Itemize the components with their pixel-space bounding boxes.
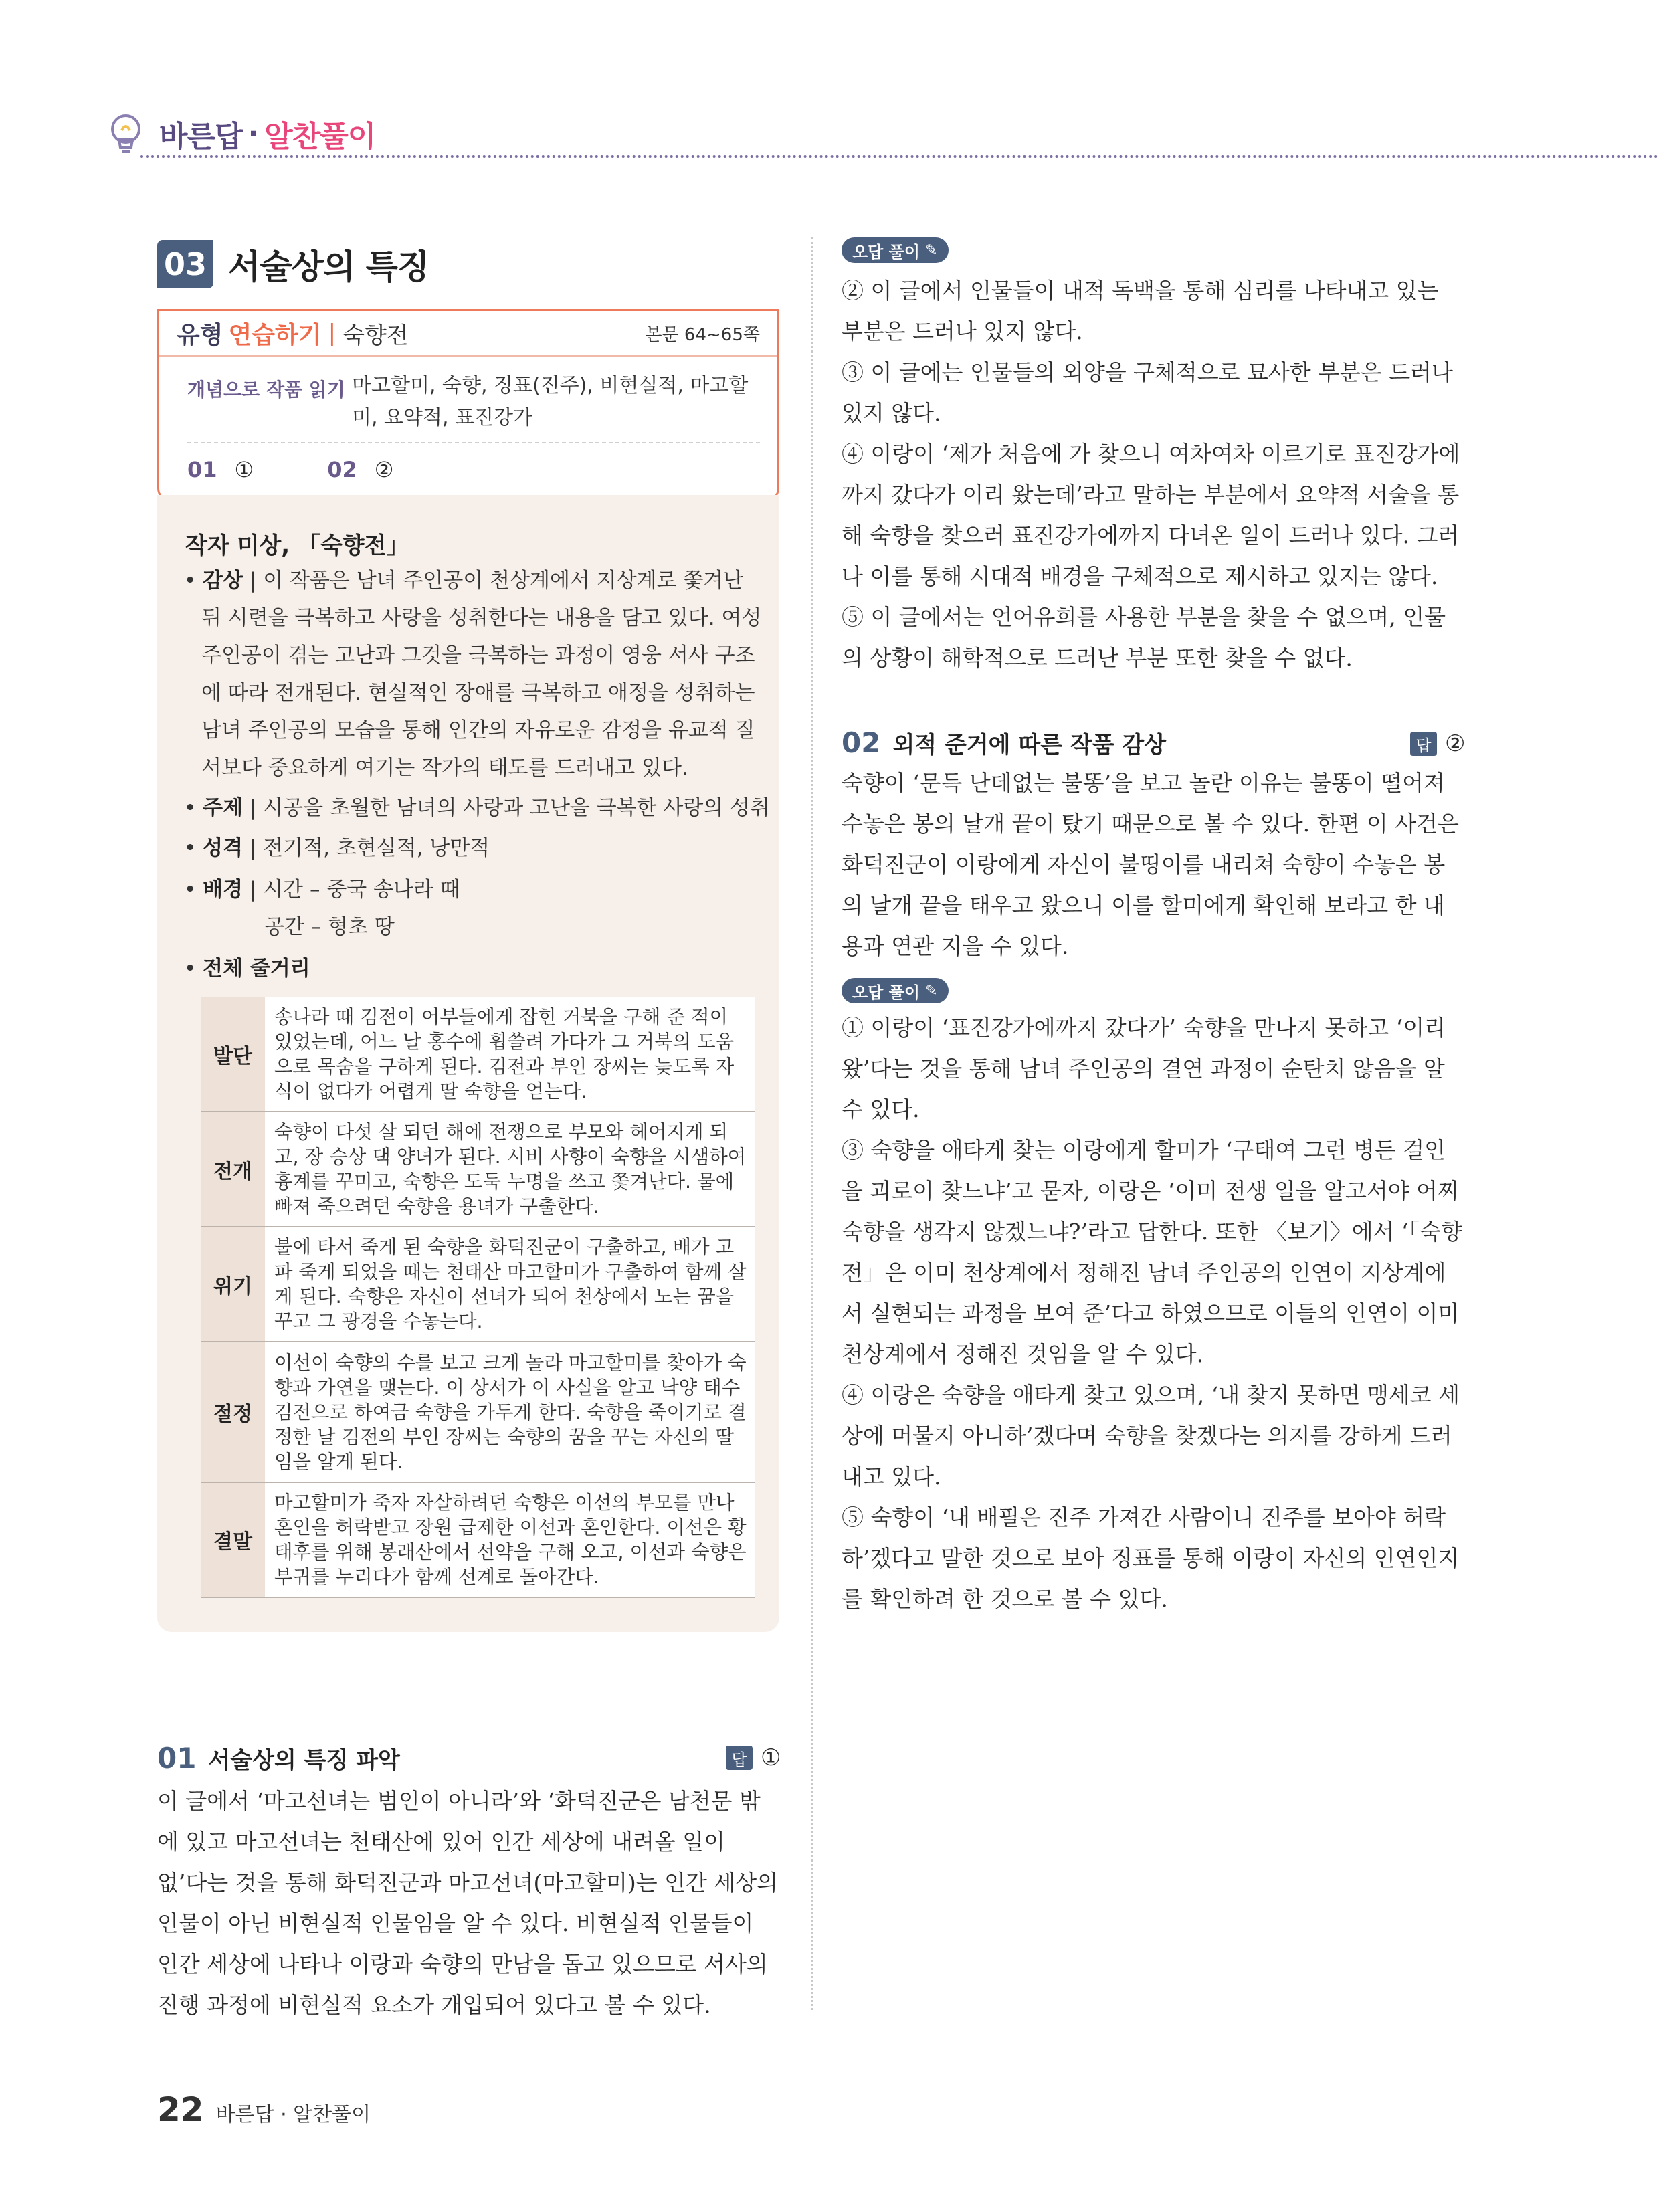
brand-right: 알찬풀이 bbox=[264, 120, 376, 154]
plot-stage: 전개 bbox=[201, 1112, 265, 1227]
plot-stage: 결말 bbox=[201, 1482, 265, 1597]
setting-time: 시간 – 중국 송나라 때 bbox=[263, 878, 460, 902]
tag-label: 오답 풀이 bbox=[852, 983, 920, 1002]
q01-number: 01 bbox=[157, 1741, 197, 1775]
wrong-answer-tag bbox=[842, 978, 949, 1003]
bar: | bbox=[249, 836, 257, 860]
plot-text: 숙향이 다섯 살 되던 해에 전쟁으로 부모와 헤어지게 되고, 장 승상 댁 양녀가 된다. 시비 사향이 숙향을 시샘하여 흉계를 꾸미고, 숙향은 도둑 누명을 쓰고 쫓겨난다. 물에 빠져 죽으려던 숙향을 용녀가 구출한다. bbox=[265, 1112, 755, 1227]
setting-label: 배경 bbox=[203, 878, 243, 902]
page-number: 22 bbox=[157, 2090, 204, 2129]
q02-answer-value: ② bbox=[1445, 730, 1466, 757]
answer-number: 01 bbox=[187, 457, 217, 482]
plot-stage: 절정 bbox=[201, 1342, 265, 1482]
practice-separator: | bbox=[328, 320, 336, 346]
brand-left: 바른답 bbox=[159, 120, 243, 154]
header-divider bbox=[140, 155, 1659, 158]
table-row bbox=[201, 1342, 755, 1482]
wrong2-list bbox=[842, 1007, 1464, 1619]
plot-stage: 위기 bbox=[201, 1227, 265, 1342]
column-divider bbox=[811, 237, 813, 2010]
page-footer bbox=[157, 2090, 371, 2129]
table-row bbox=[201, 1227, 755, 1342]
concept-row bbox=[159, 357, 777, 434]
appreciation-text: 이 작품은 남녀 주인공이 천상계에서 지상계로 쫓겨난 뒤 시련을 극복하고 사랑을 성취한다는 내용을 담고 있다. 여성 주인공이 겪는 고난과 그것을 극복하는 과정이 영웅 서사 구조에 따라 전개된다. 현실적인 장애를 극복하고 애정을 성취하는 남녀 주인공의 모습을 통해 인간의 자유로운 감정을 유교적 질서보다 중요하게 여기는 작가의 태도를 드러내고 있다. bbox=[201, 569, 762, 780]
answer-value: ② bbox=[374, 457, 394, 482]
character-item bbox=[184, 829, 490, 867]
brand-dot: · bbox=[248, 116, 260, 151]
q01-answer-value: ① bbox=[761, 1744, 781, 1771]
lightbulb-icon bbox=[107, 110, 147, 157]
theme-label: 주제 bbox=[203, 796, 243, 820]
plot-item bbox=[184, 950, 310, 987]
appreciation-label: 감상 bbox=[203, 569, 243, 593]
bullet: • bbox=[184, 796, 197, 820]
practice-label-accent: 연습하기 bbox=[228, 321, 322, 349]
appreciation-item bbox=[184, 562, 767, 787]
setting-place: 공간 – 형초 땅 bbox=[264, 915, 395, 939]
wrong1-list bbox=[842, 270, 1464, 678]
list-item: ③ 이 글에는 인물들의 외양을 구체적으로 묘사한 부분은 드러나 있지 않다. bbox=[842, 359, 1453, 426]
bullet: • bbox=[184, 569, 197, 593]
practice-work: 숙향전 bbox=[343, 322, 409, 349]
bar: | bbox=[249, 878, 257, 902]
plot-text: 이선이 숙향의 수를 보고 크게 놀라 마고할미를 찾아가 숙향과 가연을 맺는다. 이 상서가 이 사실을 알고 낙양 태수 김전으로 하여금 숙향을 가두게 한다. 숙향을 죽이기로 결정한 날 김전의 부인 장씨는 숙향의 꿈을 꾸는 자신의 딸임을 알게 된다. bbox=[265, 1342, 755, 1482]
concept-label: 개념으로 작품 읽기 bbox=[187, 379, 345, 401]
list-item: ② 이 글에서 인물들이 내적 독백을 통해 심리를 나타내고 있는 부분은 드러나 있지 않다. bbox=[842, 278, 1439, 344]
practice-label: 유형 bbox=[177, 321, 223, 349]
list-item: ⑤ 이 글에서는 언어유희를 사용한 부분을 찾을 수 없으며, 인물의 상황이 해학적으로 드러난 부분 또한 찾을 수 없다. bbox=[842, 604, 1446, 671]
theme-item bbox=[184, 789, 770, 827]
character-text: 전기적, 초현실적, 낭만적 bbox=[263, 836, 490, 860]
character-label: 성격 bbox=[203, 836, 243, 860]
plot-text: 마고할미가 죽자 자살하려던 숙향은 이선의 부모를 만나 혼인을 허락받고 장원 급제한 이선과 혼인한다. 이선은 황태후를 위해 봉래산에서 선약을 구해 오고, 이선과 숙향은 부귀를 누리다가 함께 선계로 돌아간다. bbox=[265, 1482, 755, 1597]
answer-value: ① bbox=[234, 457, 254, 482]
plot-stage: 발단 bbox=[201, 997, 265, 1112]
list-item: ⑤ 숙향이 ‘내 배필은 진주 가져간 사람이니 진주를 보아야 허락하’겠다고 말한 것으로 보아 징표를 통해 이랑이 자신의 인연인지를 확인하려 한 것으로 볼 수 있다. bbox=[842, 1504, 1460, 1612]
bullet: • bbox=[184, 878, 197, 902]
practice-box bbox=[157, 309, 779, 502]
summary-title: 작자 미상, 「숙향전」 bbox=[185, 532, 409, 559]
q02-explanation: 숙향이 ‘문득 난데없는 불똥’을 보고 놀란 이유는 불똥이 떨어져 수놓은 봉의 날개 끝이 탔기 때문으로 볼 수 있다. 한편 이 사건은 화덕진군이 이랑에게 자신이 불띵이를 내리쳐 숙향이 수놓은 봉의 날개 끝을 태우고 왔으니 이를 할미에게 확인해 보라고 한 내용과 연관 지을 수 있다. bbox=[842, 770, 1459, 959]
q02-heading bbox=[842, 724, 1166, 761]
page-reference: 본문 64~65쪽 bbox=[645, 324, 760, 345]
plot-label: 전체 줄거리 bbox=[203, 957, 310, 981]
table-row bbox=[201, 997, 755, 1112]
q01-answer bbox=[726, 1744, 781, 1771]
concept-text: 마고할미, 숙향, 징표(진주), 비현실적, 마고할미, 요약적, 표진강가 bbox=[352, 374, 749, 429]
section-heading: 서술상의 특징 bbox=[228, 247, 429, 286]
bullet: • bbox=[184, 836, 197, 860]
list-item: ④ 이랑은 숙향을 애타게 찾고 있으며, ‘내 찾지 못하면 맹세코 세상에 머물지 아니하’겠다며 숙향을 찾겠다는 의지를 강하게 드러내고 있다. bbox=[842, 1382, 1460, 1490]
plot-text: 송나라 때 김전이 어부들에게 잡힌 거북을 구해 준 적이 있었는데, 어느 날 홍수에 휩쓸려 가다가 그 거북의 도움으로 목숨을 구하게 된다. 김전과 부인 장씨는 늦도록 자식이 없다가 어렵게 딸 숙향을 얻는다. bbox=[265, 997, 755, 1112]
bar: | bbox=[249, 796, 257, 820]
q01-title: 서술상의 특징 파악 bbox=[208, 1746, 400, 1774]
answer-row bbox=[159, 443, 777, 496]
bullet: • bbox=[184, 957, 197, 981]
q02-answer bbox=[1410, 730, 1465, 757]
answer-number: 02 bbox=[327, 457, 357, 482]
setting-item bbox=[184, 871, 460, 946]
footer-text: 바른답 · 알찬풀이 bbox=[215, 2103, 371, 2126]
table-row bbox=[201, 1112, 755, 1227]
tag-label: 오답 풀이 bbox=[852, 242, 920, 262]
table-row bbox=[201, 1482, 755, 1597]
bar: | bbox=[249, 569, 257, 593]
plot-table bbox=[201, 997, 755, 1598]
q01-explanation: 이 글에서 ‘마고선녀는 범인이 아니라’와 ‘화덕진군은 남천문 밖에 있고 마고선녀는 천태산에 있어 인간 세상에 내려올 일이 없’다는 것을 통해 화덕진군과 마고선녀(마고할미)는 인간 세상의 인물이 아닌 비현실적 인물임을 알 수 있다. 비현실적 인물들이 인간 세상에 나타나 이랑과 숙향의 만남을 돕고 있으므로 서사의 진행 과정에 비현실적 요소가 개입되어 있다고 볼 수 있다. bbox=[157, 1788, 779, 2018]
list-item: ④ 이랑이 ‘제가 처음에 가 찾으니 여차여차 이르기로 표진강가에까지 갔다가 이리 왔는데’라고 말하는 부분에서 요약적 서술을 통해 숙향을 찾으러 표진강가에까지 다녀온 일이 드러나 있다. 그러나 이를 통해 시대적 배경을 구체적으로 제시하고 있지는 않다. bbox=[842, 441, 1460, 589]
pencil-icon: ✎ bbox=[925, 982, 938, 999]
list-item: ③ 숙향을 애타게 찾는 이랑에게 할미가 ‘구태여 그런 병든 걸인을 괴로이 찾느냐’고 묻자, 이랑은 ‘이미 전생 일을 알고서야 어찌 숙향을 생각지 않겠느냐?’라고 답한다. 또한 〈보기〉에서 ‘「숙향전」은 이미 천상계에서 정해진 남녀 주인공의 인연이 지상계에서 실현되는 과정을 보여 준’다고 하였으므로 이들의 인연이 이미 천상계에서 정해진 것임을 알 수 있다. bbox=[842, 1137, 1462, 1367]
plot-text: 불에 타서 죽게 된 숙향을 화덕진군이 구출하고, 배가 고파 죽게 되었을 때는 천태산 마고할미가 구출하여 함께 살게 된다. 숙향은 자신이 선녀가 되어 천상에서 노는 꿈을 꾸고 그 광경을 수놓는다. bbox=[265, 1227, 755, 1342]
q01-heading bbox=[157, 1739, 400, 1777]
q02-title: 외적 준거에 따른 작품 감상 bbox=[892, 731, 1167, 759]
practice-header bbox=[159, 311, 777, 357]
list-item: ① 이랑이 ‘표진강가에까지 갔다가’ 숙향을 만나지 못하고 ‘이리 왔’다는 것을 통해 남녀 주인공의 결연 과정이 순탄치 않음을 알 수 있다. bbox=[842, 1015, 1446, 1122]
section-title bbox=[157, 237, 429, 291]
answer-icon: 답 bbox=[1410, 732, 1437, 756]
q02-number: 02 bbox=[842, 726, 881, 759]
page-header bbox=[107, 107, 375, 161]
theme-text: 시공을 초월한 남녀의 사랑과 고난을 극복한 사랑의 성취 bbox=[263, 796, 770, 820]
wrong-answer-tag bbox=[842, 237, 949, 263]
section-number: 03 bbox=[157, 240, 213, 288]
pencil-icon: ✎ bbox=[925, 241, 938, 259]
answer-icon: 답 bbox=[726, 1746, 753, 1770]
